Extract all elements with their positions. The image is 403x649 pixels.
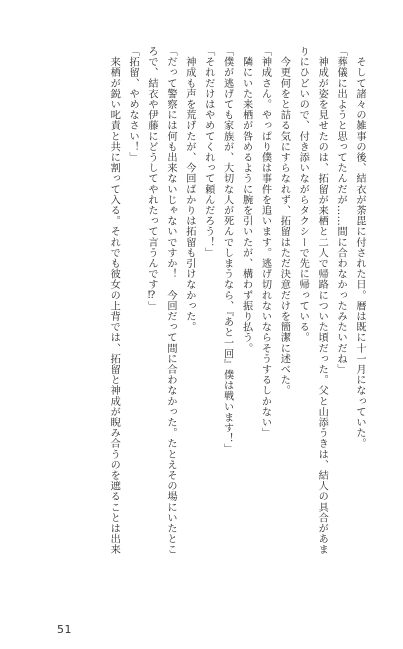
text-line: 「拓留、やめなさい！」 xyxy=(127,46,139,163)
text-line: りにひどいので、付き添いながらタクシーで先に帰っている。 xyxy=(297,46,309,343)
text-line: 「葬儀に出ようと思ってたんだが……間に合わなかったみたいだね」 xyxy=(335,46,347,375)
text-line: 今更何をと詰る気にすらなれず、拓留はただ決意だけを簡潔に述べた。 xyxy=(278,46,290,396)
text-line: 「だって警察には何も出来ないじゃないですか！ 今回だって間に合わなかった。たとえその場にいたとこ xyxy=(164,46,176,555)
text-line: 「それだけはやめてくれって頼んだろう！」 xyxy=(202,46,214,258)
text-line: 「僕が逃げても家族が、大切な人が死んでしまうなら、『あと一回』僕は戦います！」 xyxy=(221,46,233,455)
text-line: ろで、結衣や伊藤にどうしてやれたって言うんです⁉」 xyxy=(146,46,158,312)
text-line: 神成も声を荒げたが、今回ばかりは拓留も引けなかった。 xyxy=(183,46,195,333)
vertical-text-body xyxy=(46,46,368,604)
text-line: 神成が姿を見せたのは、拓留が来栖と二人で帰路についた頃だった。父と山添うきは、結人の具合があま xyxy=(316,46,328,555)
text-line: 来栖が鋭い叱責と共に割って入る。それでも彼女の上背では、拓留と神成が睨み合うのを遮ることは出来 xyxy=(108,46,120,555)
text-line: 「神成さん。やっぱり僕は事件を追います。逃げ切れないならそうするしかない」 xyxy=(259,46,271,439)
text-line: そして諸々の雑事の後、結衣が荼毘に付された日。暦は既に十一月になっていた。 xyxy=(354,46,365,449)
page-number: 51 xyxy=(57,623,72,636)
text-line: 隣にいた来栖が咎めるように腕を引いたが、構わず振り払う。 xyxy=(240,46,252,354)
